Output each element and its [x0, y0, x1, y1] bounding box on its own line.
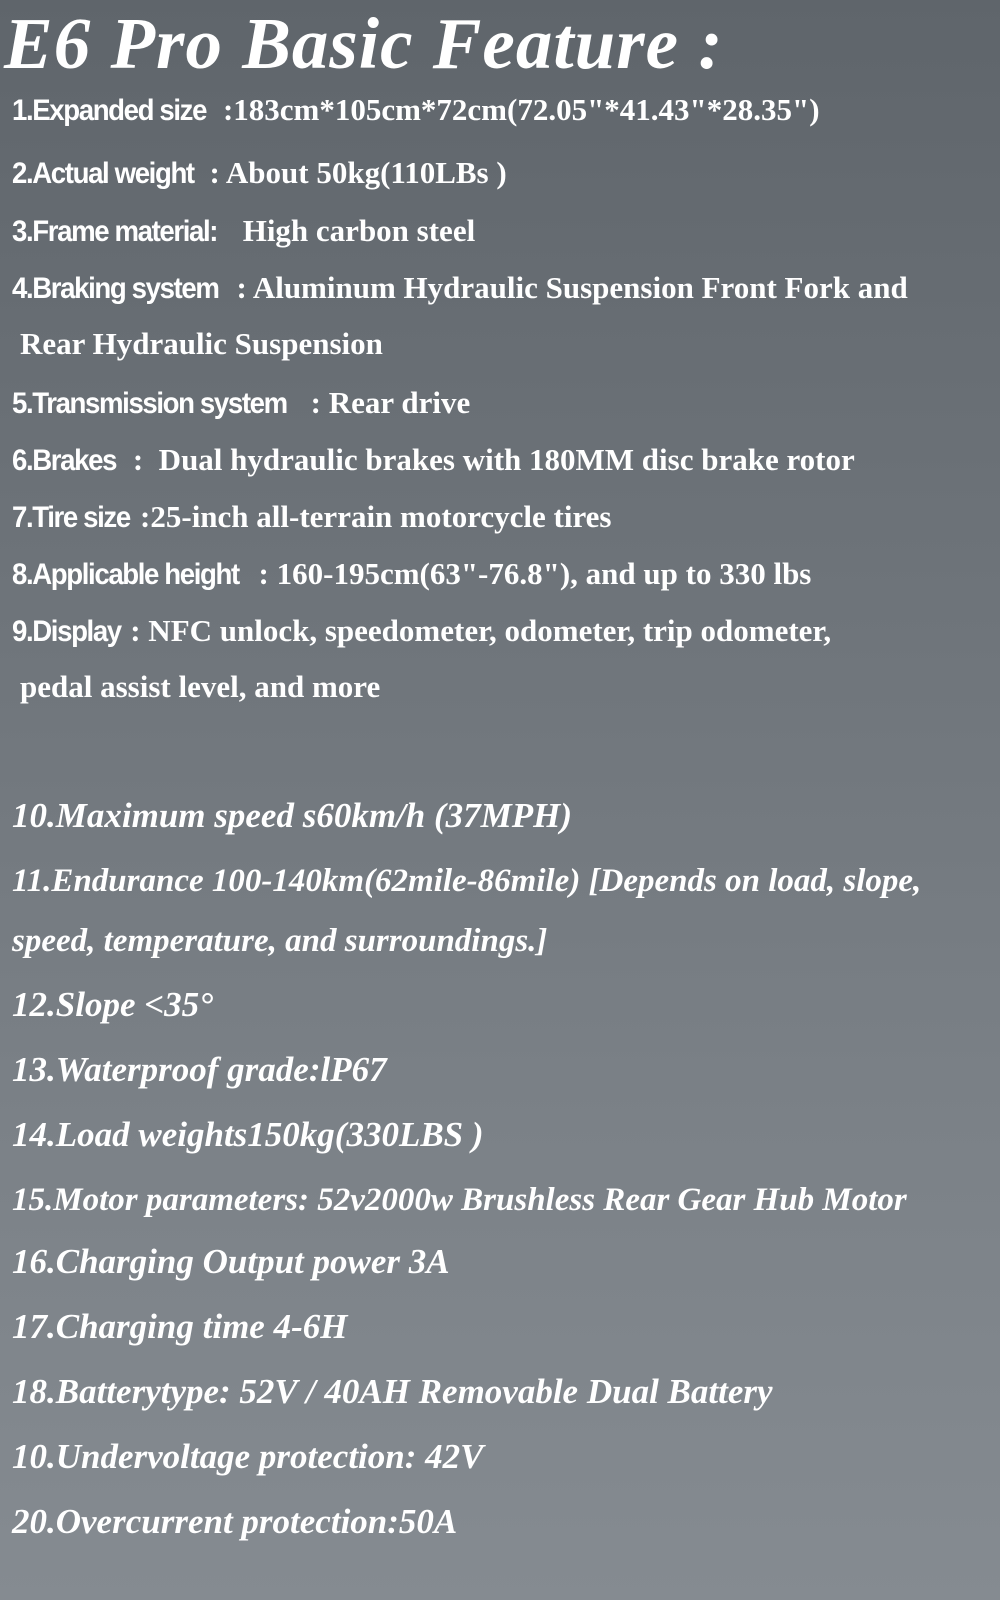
spec-tire-size: [12, 497, 612, 538]
spec-slope: 12.Slope <35°: [12, 985, 214, 1024]
spec-value: : Dual hydraulic brakes with 180MM disc brake rotor: [125, 442, 855, 477]
spec-value: : Rear drive: [310, 385, 471, 420]
spec-label: 8.Applicable height: [12, 558, 239, 591]
spec-value: : Aluminum Hydraulic Suspension Front Fork and: [236, 270, 908, 305]
spec-endurance-continuation: speed, temperature, and surroundings.]: [12, 923, 548, 959]
spec-overcurrent-protection: 20.Overcurrent protection:50A: [12, 1502, 458, 1541]
spec-value: : 160-195cm(63"-76.8"), and up to 330 lbs: [258, 556, 812, 591]
spec-motor-parameters: 15.Motor parameters: 52v2000w Brushless Rear Gear Hub Motor: [12, 1182, 907, 1218]
spec-value: High carbon steel: [234, 213, 476, 248]
spec-load-weight: 14.Load weights150kg(330LBS ): [12, 1115, 484, 1154]
spec-braking-system-continuation: Rear Hydraulic Suspension: [20, 326, 383, 361]
spec-label: 3.Frame material:: [12, 215, 218, 248]
spec-braking-system: [12, 268, 908, 309]
spec-endurance: 11.Endurance 100-140km(62mile-86mile) [Depends on load, slope,: [12, 863, 922, 899]
spec-value: :25-inch all-terrain motorcycle tires: [140, 499, 612, 534]
spec-value: :183cm*105cm*72cm(72.05"*41.43"*28.35"): [222, 92, 820, 127]
spec-value: : About 50kg(110LBs ): [209, 155, 507, 190]
spec-transmission-system: [12, 383, 470, 424]
spec-label: 5.Transmission system: [12, 387, 287, 420]
spec-frame-material: [12, 211, 475, 252]
spec-actual-weight: [12, 153, 507, 194]
spec-waterproof-grade: 13.Waterproof grade:lP67: [12, 1050, 387, 1089]
spec-display-continuation: pedal assist level, and more: [20, 669, 381, 704]
spec-display: [12, 611, 831, 652]
spec-brakes: [12, 440, 855, 481]
spec-label: 4.Braking system: [12, 272, 219, 305]
spec-label: 1.Expanded size: [12, 94, 207, 127]
spec-label: 6.Brakes: [12, 444, 117, 477]
page-title: E6 Pro Basic Feature :: [4, 3, 724, 84]
spec-expanded-size: [12, 90, 820, 131]
spec-label: 9.Display: [12, 615, 121, 648]
spec-applicable-height: [12, 554, 811, 595]
spec-value: : NFC unlock, speedometer, odometer, trip odometer,: [130, 613, 832, 648]
spec-label: 2.Actual weight: [12, 157, 194, 190]
spec-undervoltage-protection: 10.Undervoltage protection: 42V: [12, 1437, 484, 1476]
spec-label: 7.Tire size: [12, 501, 130, 534]
spec-max-speed: 10.Maximum speed s60km/h (37MPH): [12, 796, 573, 835]
spec-charging-time: 17.Charging time 4-6H: [12, 1307, 348, 1346]
spec-charging-output: 16.Charging Output power 3A: [12, 1242, 450, 1281]
spec-battery-type: 18.Batterytype: 52V / 40AH Removable Dual Battery: [12, 1372, 773, 1411]
